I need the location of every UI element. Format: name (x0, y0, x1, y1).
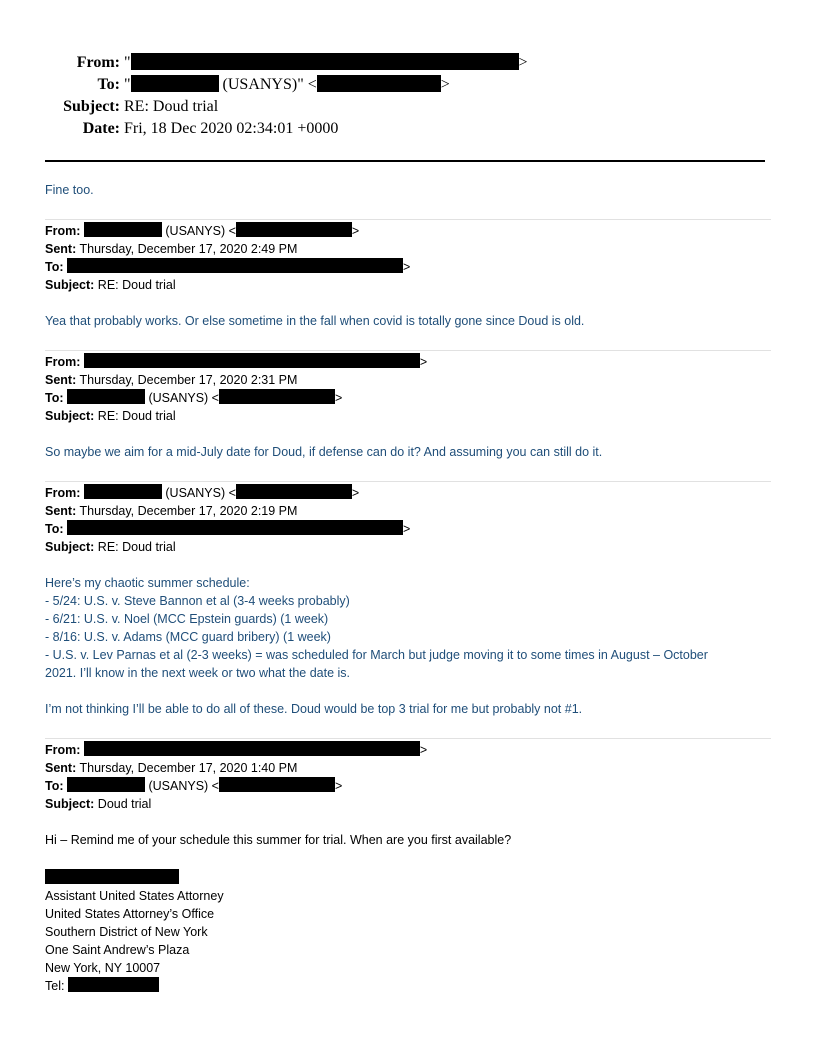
from-label: From: (45, 486, 81, 500)
subject-value: RE: Doud trial (94, 409, 176, 423)
from-label: From: (45, 743, 81, 757)
subject-value: RE: Doud trial (94, 540, 176, 554)
header-from-suffix: > (518, 54, 528, 71)
redaction-box (236, 484, 352, 499)
message-sent-row (45, 502, 410, 520)
redaction-box (67, 520, 403, 535)
header-subject-value: RE: Doud trial (124, 98, 219, 115)
message-divider (45, 481, 771, 482)
redaction-box (84, 222, 162, 237)
message-3-body (45, 574, 708, 718)
message-2-body: So maybe we aim for a mid-July date for Doud, if defense can do it? And assuming you can still do it. (45, 445, 603, 459)
header-date-row (0, 119, 338, 139)
header-to-prefix: " (124, 76, 131, 93)
message-from-row (45, 222, 410, 240)
to-label: To: (45, 779, 64, 793)
message-to-row (45, 389, 427, 407)
redaction-box (236, 222, 352, 237)
to-label: To: (45, 391, 64, 405)
header-to-row (0, 75, 450, 95)
message-to-row (45, 258, 410, 276)
signature-line: Assistant United States Attorney (45, 889, 224, 903)
subject-label: Subject: (45, 797, 95, 811)
sent-value: Thursday, December 17, 2020 2:31 PM (76, 373, 298, 387)
usanys-text: (USANYS) < (145, 391, 219, 405)
sent-label: Sent: (45, 242, 77, 256)
header-date-value: Fri, 18 Dec 2020 02:34:01 +0000 (124, 120, 339, 137)
subject-value: Doud trial (94, 797, 152, 811)
header-to-suffix: > (440, 76, 450, 93)
redaction-box (84, 741, 420, 756)
gt-text: > (334, 391, 343, 405)
schedule-line: - 8/16: U.S. v. Adams (MCC guard bribery) (1 week) (45, 630, 331, 644)
to-label: To: (45, 522, 64, 536)
header-from-prefix: " (124, 54, 131, 71)
signature-line: One Saint Andrew’s Plaza (45, 943, 190, 957)
message-divider (45, 350, 771, 351)
signature-line: Southern District of New York (45, 925, 208, 939)
redaction-box (317, 75, 441, 92)
usanys-text: (USANYS) < (145, 779, 219, 793)
message-subject-row (45, 538, 410, 556)
from-label: From: (45, 355, 81, 369)
signature-line: United States Attorney’s Office (45, 907, 215, 921)
message-sent-row (45, 759, 427, 777)
header-to-middle: (USANYS)" < (218, 76, 317, 93)
sent-value: Thursday, December 17, 2020 2:19 PM (76, 504, 298, 518)
redaction-box (131, 75, 219, 92)
redaction-box (219, 389, 335, 404)
from-label: From: (45, 224, 81, 238)
redaction-box (67, 777, 145, 792)
header-to-label: To: (97, 76, 120, 93)
message-4-body: Hi – Remind me of your schedule this summer for trial. When are you first available? (45, 833, 512, 847)
gt-text: > (419, 355, 428, 369)
schedule-line: 2021. I’ll know in the next week or two what the date is. (45, 666, 351, 680)
header-from-label: From: (76, 54, 120, 71)
message-subject-row (45, 276, 410, 294)
message-to-row (45, 777, 427, 795)
schedule-line: - 6/21: U.S. v. Noel (MCC Epstein guards) (1 week) (45, 612, 329, 626)
header-divider (45, 160, 765, 162)
message-sent-row (45, 371, 427, 389)
signature-tel-row (45, 977, 224, 995)
message-from-row (45, 741, 427, 759)
sent-label: Sent: (45, 373, 77, 387)
message-from-row (45, 484, 410, 502)
schedule-intro: Here’s my chaotic summer schedule: (45, 576, 250, 590)
redaction-box (45, 869, 179, 884)
sent-value: Thursday, December 17, 2020 1:40 PM (76, 761, 298, 775)
header-subject-label: Subject: (63, 98, 120, 115)
gt-text: > (351, 486, 360, 500)
sent-label: Sent: (45, 761, 77, 775)
message-1-body: Yea that probably works. Or else sometime in the fall when covid is totally gone since Doud is old. (45, 314, 585, 328)
subject-label: Subject: (45, 278, 95, 292)
reply-body: Fine too. (45, 183, 94, 197)
message-divider (45, 219, 771, 220)
usanys-text: (USANYS) < (161, 224, 236, 238)
schedule-line: - 5/24: U.S. v. Steve Bannon et al (3-4 weeks probably) (45, 594, 350, 608)
signature-block (45, 869, 224, 995)
header-from-row (0, 53, 528, 73)
redaction-box (84, 353, 420, 368)
message-4-headers (45, 741, 427, 813)
gt-text: > (334, 779, 343, 793)
message-subject-row (45, 795, 427, 813)
message-divider (45, 738, 771, 739)
usanys-text: (USANYS) < (161, 486, 236, 500)
message-to-row (45, 520, 410, 538)
sent-label: Sent: (45, 504, 77, 518)
redaction-box (219, 777, 335, 792)
redaction-box (67, 389, 145, 404)
message-2-headers (45, 353, 427, 425)
subject-label: Subject: (45, 409, 95, 423)
redaction-box (67, 258, 403, 273)
tel-label: Tel: (45, 979, 68, 993)
schedule-closing: I’m not thinking I’ll be able to do all of these. Doud would be top 3 trial for me but probably not #1. (45, 702, 583, 716)
gt-text: > (403, 260, 411, 274)
gt-text: > (419, 743, 428, 757)
subject-label: Subject: (45, 540, 95, 554)
message-sent-row (45, 240, 410, 258)
gt-text: > (351, 224, 360, 238)
message-from-row (45, 353, 427, 371)
message-1-headers (45, 222, 410, 294)
signature-line: New York, NY 10007 (45, 961, 161, 975)
to-label: To: (45, 260, 64, 274)
header-subject-row (0, 97, 218, 117)
sent-value: Thursday, December 17, 2020 2:49 PM (76, 242, 298, 256)
gt-text: > (403, 522, 411, 536)
redaction-box (68, 977, 159, 992)
subject-value: RE: Doud trial (94, 278, 176, 292)
redaction-box (84, 484, 162, 499)
redaction-box (131, 53, 519, 70)
message-3-headers (45, 484, 410, 556)
header-date-label: Date: (82, 120, 120, 137)
message-subject-row (45, 407, 427, 425)
schedule-line: - U.S. v. Lev Parnas et al (2-3 weeks) = was scheduled for March but judge moving it to some times in August – October (45, 648, 708, 662)
